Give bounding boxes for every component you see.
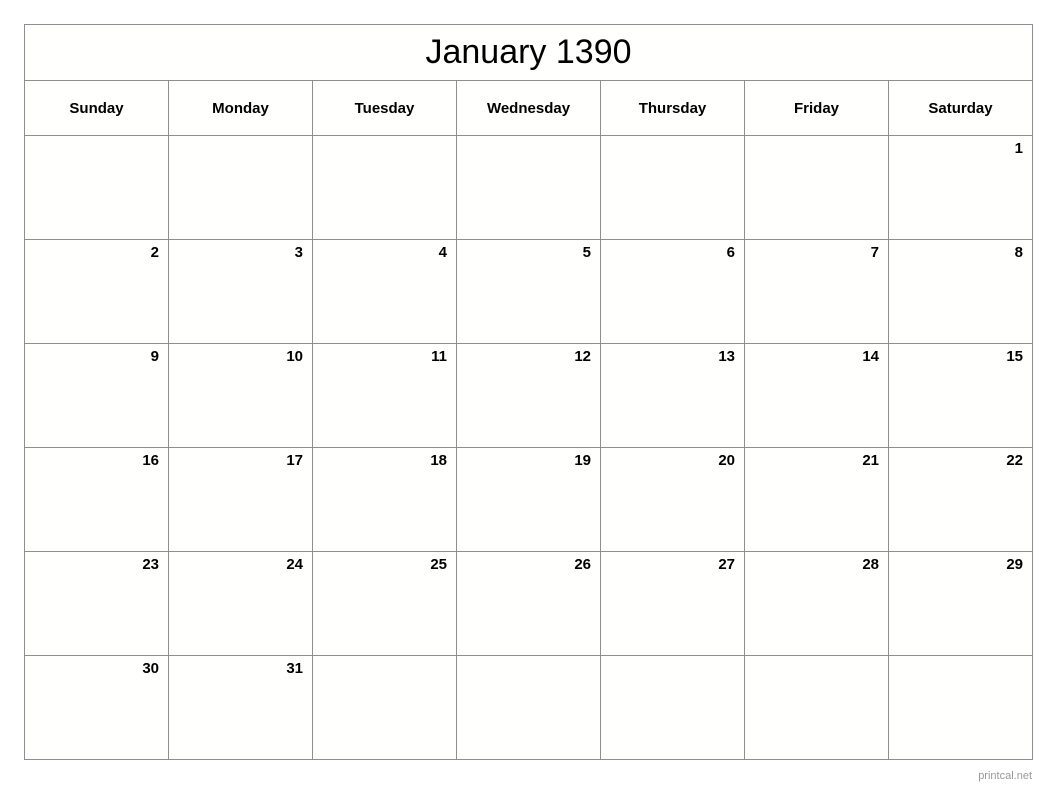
day-cell: 30 [25,656,169,760]
weekday-header-tuesday: Tuesday [313,81,457,136]
day-cell: 7 [745,240,889,344]
weekday-header-wednesday: Wednesday [457,81,601,136]
day-cell: 18 [313,448,457,552]
day-cell: 10 [169,344,313,448]
weekday-header-monday: Monday [169,81,313,136]
day-cell: 11 [313,344,457,448]
day-cell [601,136,745,240]
day-cell: 22 [889,448,1033,552]
day-cell: 4 [313,240,457,344]
day-cell: 2 [25,240,169,344]
weekday-header-thursday: Thursday [601,81,745,136]
day-cell [745,136,889,240]
day-cell: 29 [889,552,1033,656]
day-cell: 13 [601,344,745,448]
day-cell: 17 [169,448,313,552]
day-cell [745,656,889,760]
day-cell: 27 [601,552,745,656]
day-cell: 8 [889,240,1033,344]
day-cell: 3 [169,240,313,344]
day-cell: 5 [457,240,601,344]
day-cell: 24 [169,552,313,656]
week-row-3 [25,344,1033,448]
day-cell [457,656,601,760]
day-cell: 14 [745,344,889,448]
day-cell: 9 [25,344,169,448]
day-cell: 21 [745,448,889,552]
day-cell: 6 [601,240,745,344]
day-cell: 16 [25,448,169,552]
week-row-5 [25,552,1033,656]
day-cell: 15 [889,344,1033,448]
day-cell: 31 [169,656,313,760]
calendar-title: January 1390 [25,25,1033,81]
day-cell [25,136,169,240]
weekday-header-saturday: Saturday [889,81,1033,136]
week-row-6 [25,656,1033,760]
calendar-grid [24,24,1033,760]
day-cell [457,136,601,240]
calendar [24,24,1033,760]
week-row-4 [25,448,1033,552]
week-row-1 [25,136,1033,240]
weekday-header-sunday: Sunday [25,81,169,136]
day-cell [313,656,457,760]
day-cell: 28 [745,552,889,656]
day-cell [601,656,745,760]
day-cell: 23 [25,552,169,656]
day-cell: 19 [457,448,601,552]
day-cell: 20 [601,448,745,552]
day-cell: 1 [889,136,1033,240]
day-cell [889,656,1033,760]
day-cell [313,136,457,240]
day-cell: 25 [313,552,457,656]
title-row [25,25,1033,81]
week-row-2 [25,240,1033,344]
day-cell: 26 [457,552,601,656]
day-cell [169,136,313,240]
weekday-header-friday: Friday [745,81,889,136]
weekday-header-row [25,81,1033,136]
watermark-text: printcal.net [978,770,1032,782]
day-cell: 12 [457,344,601,448]
